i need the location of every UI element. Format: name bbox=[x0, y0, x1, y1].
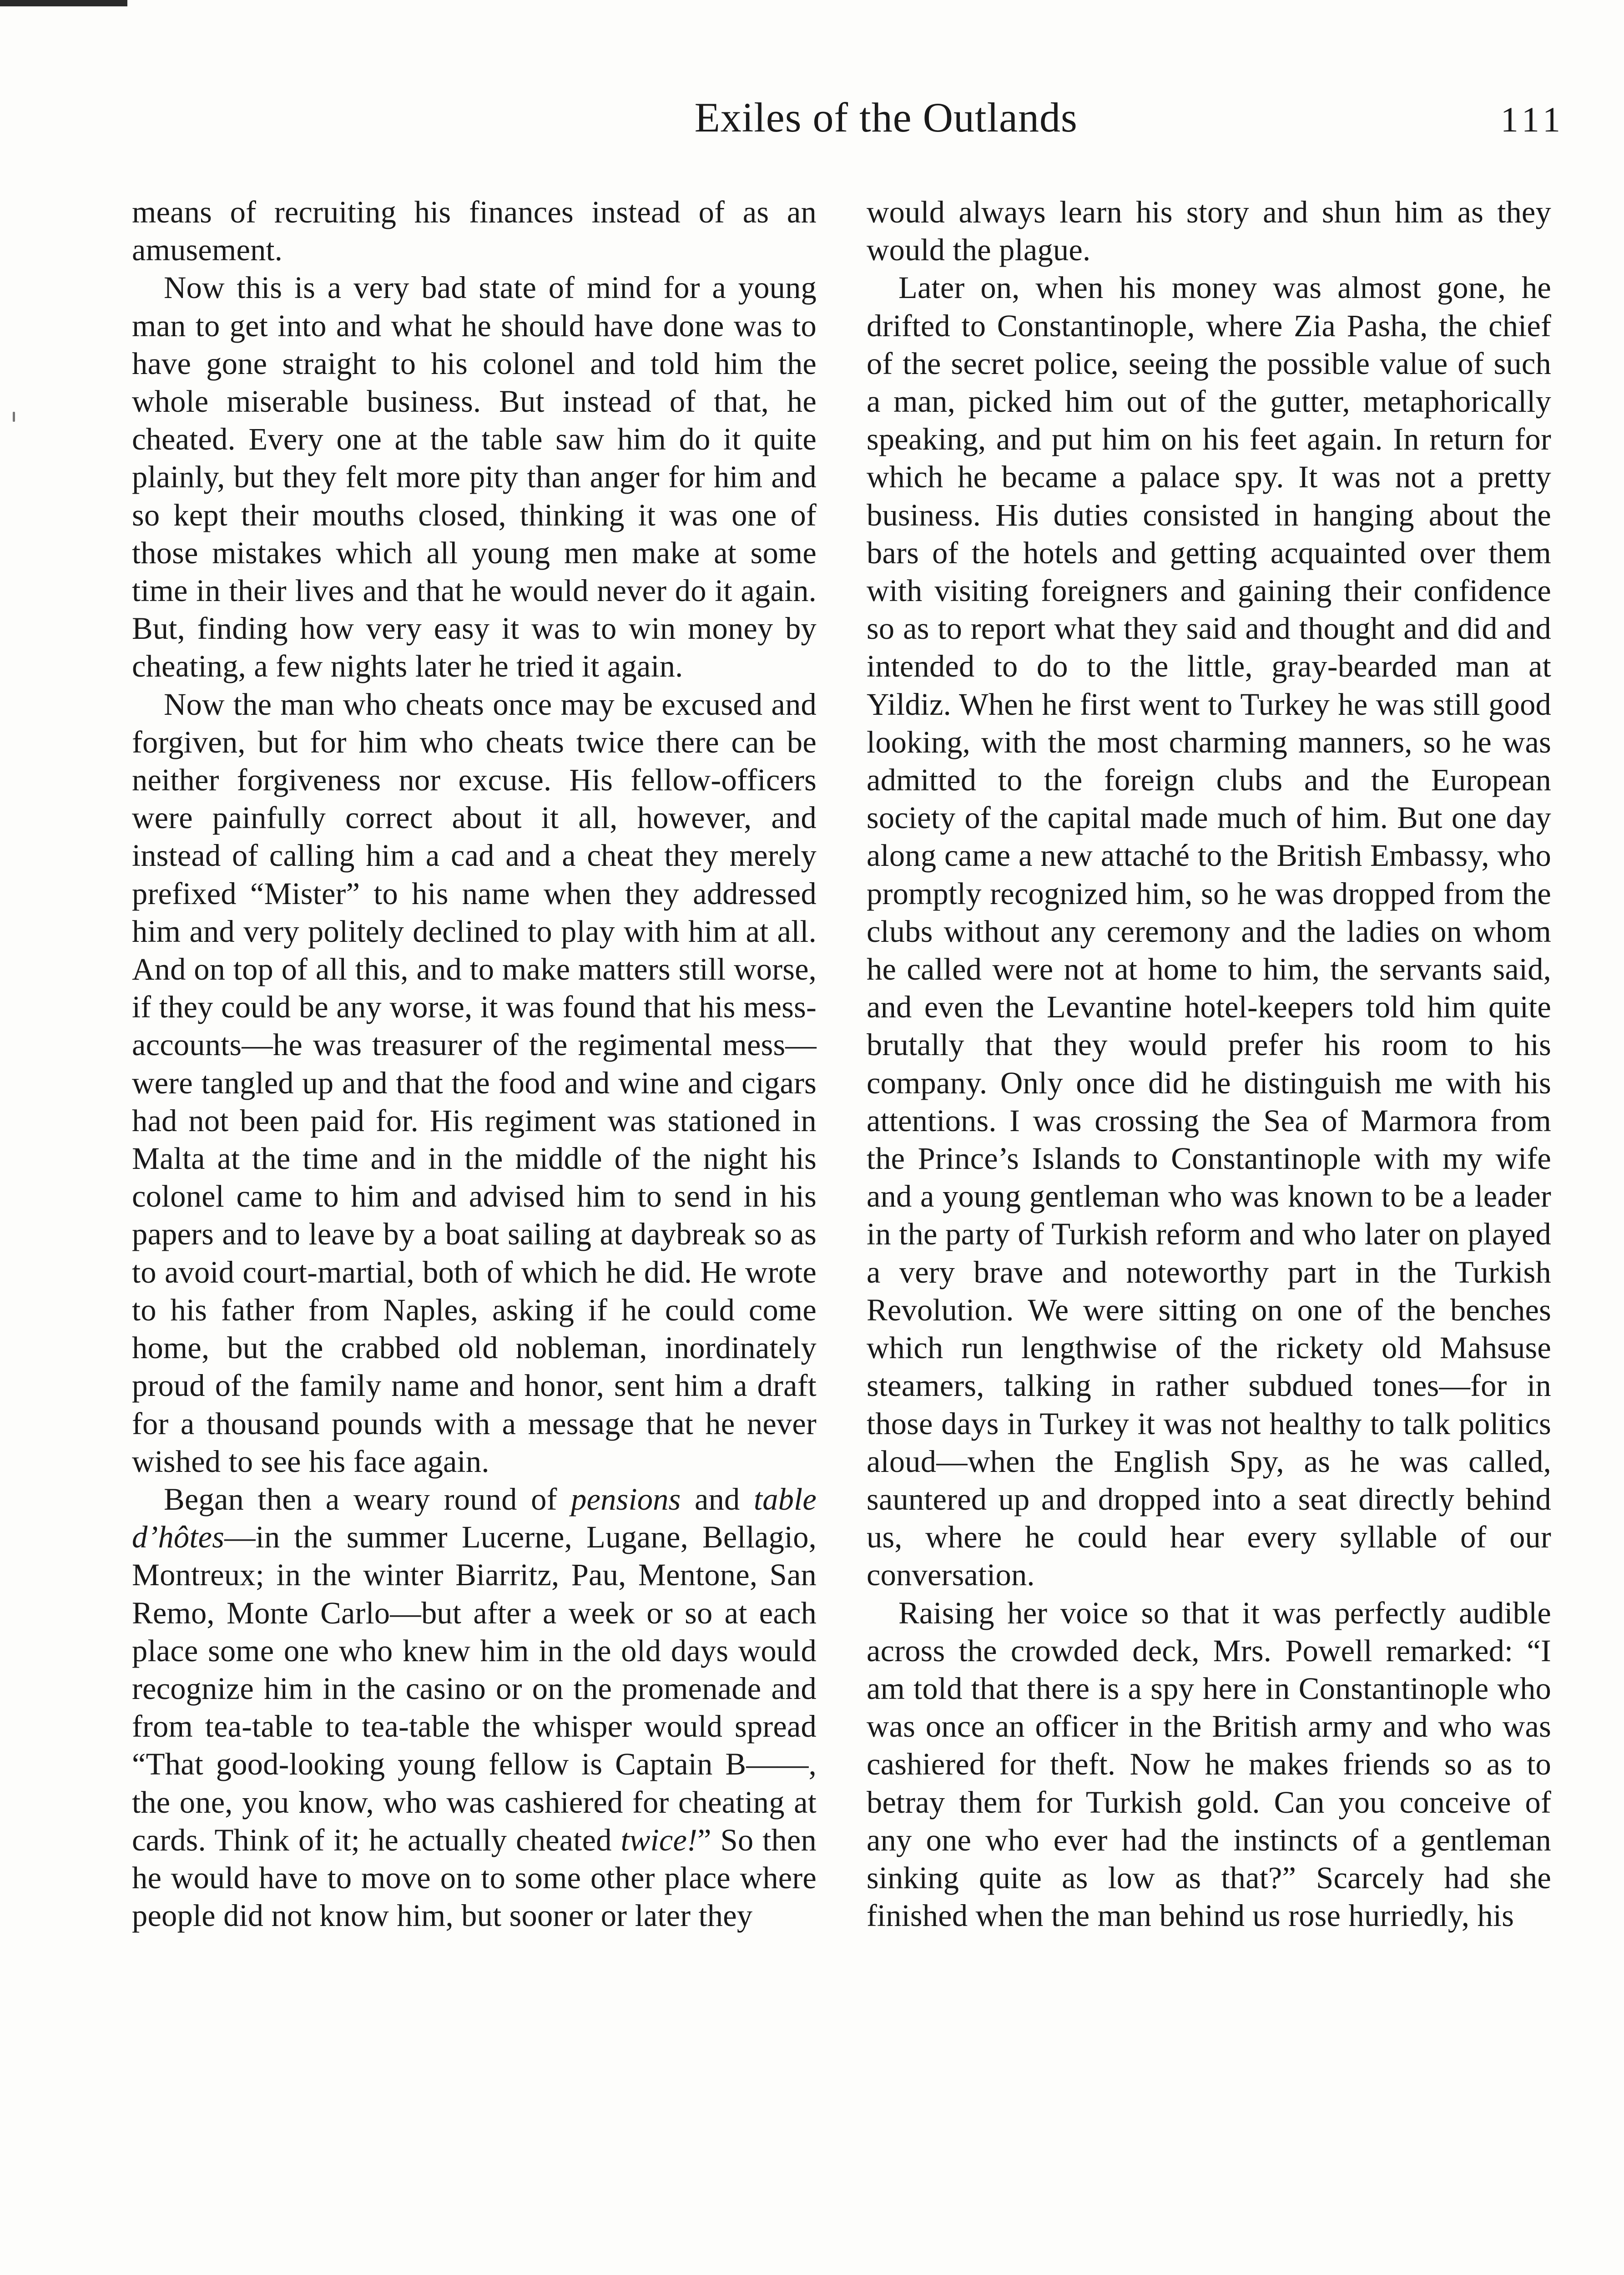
paragraph: Raising her voice so that it was perfectly audible across the crowded deck, Mrs. Powell remarked: “I am told that there is a spy here in Constantinople who was once an officer in the British army and who was cashiered for theft. Now he makes friends so as to betray them for Turkish gold. Can you conceive of any one who ever had the instincts of a gentleman sinking quite as low as that?” Scarcely had she finished when the man behind us rose hurriedly, his bbox=[867, 1595, 1551, 1933]
paragraph: Now the man who cheats once may be excused and forgiven, but for him who cheats twice there can be neither forgiveness nor excuse. His fellow-officers were painfully correct about it all, however, and instead of calling him a cad and a cheat they merely prefixed “Mister” to his name when they addressed him and very politely declined to play with him at all. And on top of all this, and to make matters still worse, if they could be any worse, it was found that his mess-accounts—he was treasurer of the regimental mess—were tangled up and that the food and wine and cigars had not been paid for. His regiment was stationed in Malta at the time and in the middle of the night his colonel came to him and advised him to send in his papers and to leave by a boat sailing at daybreak so as to avoid court-martial, both of which he did. He wrote to his father from Naples, asking if he could come home, but the crabbed old nobleman, inordinately proud of the family name and honor, sent him a draft for a thousand pounds with a message that he never wished to see his face again. bbox=[132, 687, 817, 1479]
margin-mark bbox=[13, 412, 15, 422]
paragraph: Later on, when his money was almost gone, he drifted to Constantinople, where Zia Pasha, the chief of the secret police, seeing the possible value of such a man, picked him out of the gutter, metaphorically speaking, and put him on his feet again. In return for which he became a palace spy. It was not a pretty business. His duties consisted in hanging about the bars of the hotels and getting acquainted over them with visiting foreigners and gaining their confidence so as to report what they said and thought and did and intended to do to the little, gray-bearded man at Yildiz. When he first went to Turkey he was still good looking, with the most charming manners, so he was admitted to the foreign clubs and the European society of the capital made much of him. But one day along came a new attaché to the British Embassy, who promptly recognized him, so he was dropped from the clubs without any ceremony and the ladies on whom he called were not at home to him, the servants said, and even the Levantine hotel-keepers told him quite brutally that they would prefer his room to his company. Only once did he distinguish me with his attentions. I was crossing the Sea of Marmora from the Prince’s Islands to Constantinople with my wife and a young gentleman who was known to be a leader in the party of Turkish reform and who later on played a very brave and noteworthy part in the Turkish Revolution. We were sitting on one of the benches which run lengthwise of the rickety old Mahsuse steamers, talking in rather subdued tones—for in those days in Turkey it was not healthy to talk politics aloud—when the English Spy, as he was called, sauntered up and dropped into a seat directly behind us, where he could hear every syllable of our conversation. bbox=[867, 270, 1551, 1592]
paragraph bbox=[132, 1481, 817, 1935]
page-number: 111 bbox=[1500, 100, 1565, 139]
left-column bbox=[132, 193, 817, 1935]
italic-text: pensions bbox=[571, 1481, 681, 1517]
page-header bbox=[136, 93, 1565, 152]
text-run: —in the summer Lucerne, Lugane, Bellagio, Montreux; in the winter Biarritz, Pau, Mentone, San Remo, Monte Carlo—but after a week or so at each place some one who knew him in the old days would recognize him in the casino or on the promenade and from tea-table to tea-table the whisper would spread “That good-looking young fellow is Captain B——, the one, you know, who was cashiered for cheating at cards. Think of it; he actually cheated bbox=[132, 1520, 817, 1857]
paragraph: means of recruiting his finances instead of as an amusement. bbox=[132, 195, 817, 268]
italic-text: table d’hôtes bbox=[132, 1481, 817, 1555]
right-column bbox=[867, 193, 1551, 1935]
paragraph: Now this is a very bad state of mind for a young man to get into and what he should have done was to have gone straight to his colonel and told him the whole miserable business. But instead of that, he cheated. Every one at the table saw him do it quite plainly, but they felt more pity than anger for him and so kept their mouths closed, thinking it was one of those mistakes which all young men make at some time in their lives and that he would never do it again. But, finding how very easy it was to win money by cheating, a few nights later he tried it again. bbox=[132, 270, 817, 684]
text-run: ” So then he would have to move on to some other place where people did not know him, but sooner or later they bbox=[132, 1822, 817, 1933]
running-title: Exiles of the Outlands bbox=[694, 94, 1078, 141]
italic-text: twice! bbox=[620, 1822, 698, 1857]
top-edge-rule bbox=[0, 0, 127, 6]
text-run: Began then a weary round of bbox=[164, 1481, 571, 1517]
text-run: and bbox=[681, 1481, 754, 1517]
paragraph: would always learn his story and shun him as they would the plague. bbox=[867, 195, 1551, 268]
